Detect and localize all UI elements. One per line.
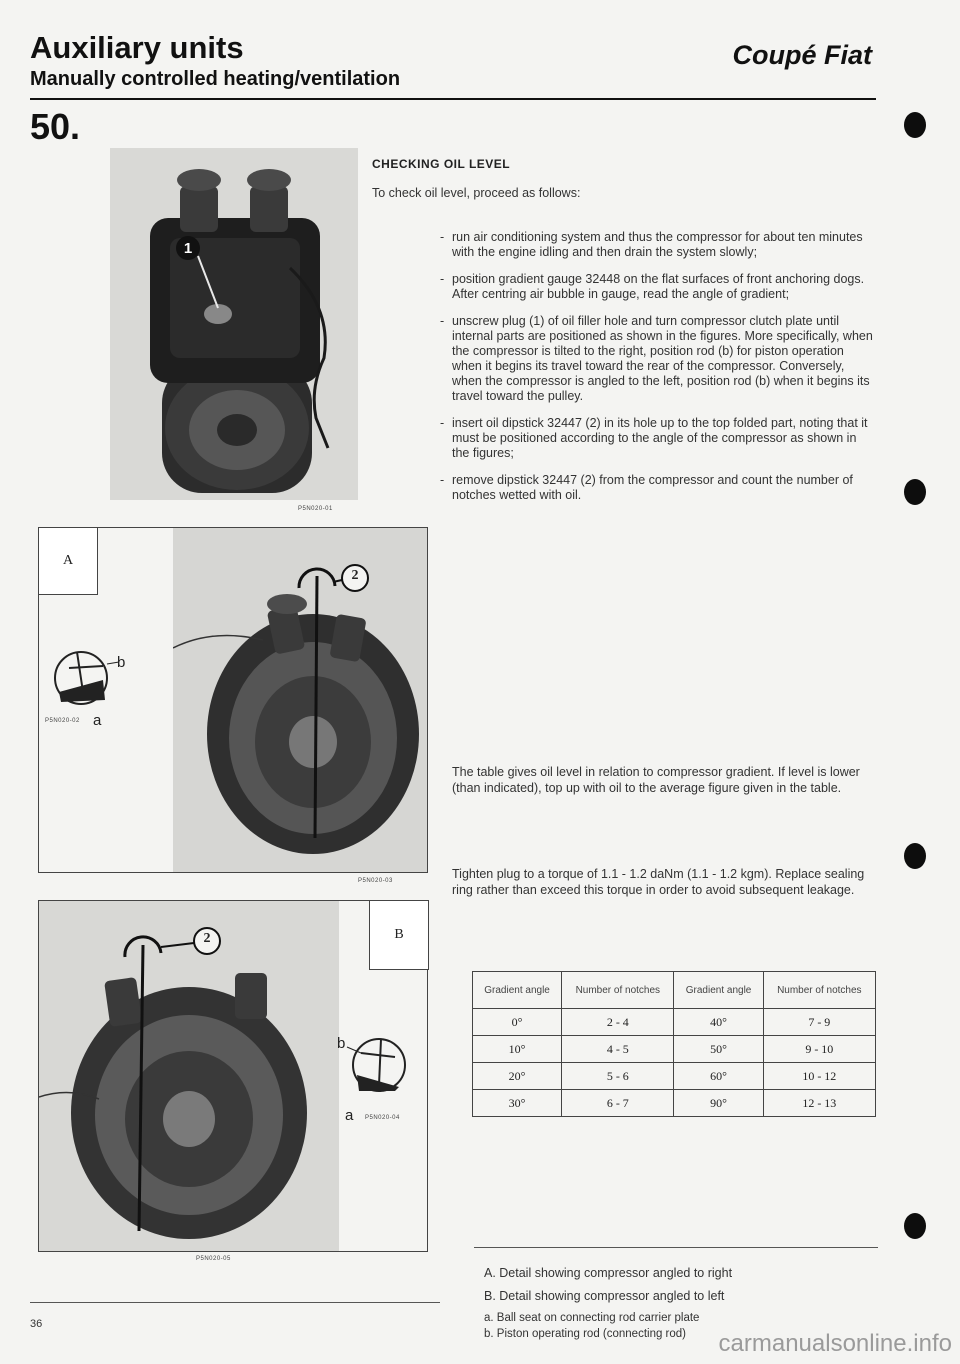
table-cell: 40°	[674, 1009, 763, 1036]
step-item: - position gradient gauge 32448 on the flat surfaces of front anchoring dogs. After centring air bubble in gauge, read the angle of gradient;	[452, 272, 876, 302]
table-cell: 60°	[674, 1063, 763, 1090]
figure-b-frame	[38, 900, 428, 1252]
col-header: Gradient angle	[674, 972, 763, 1009]
table-cell: 20°	[473, 1063, 562, 1090]
figure-a-frame	[38, 527, 428, 873]
table-description: The table gives oil level in relation to compressor gradient. If level is lower (than indicated), top up with oil to the average figure given in the table.	[452, 765, 860, 795]
table-header-row	[473, 972, 876, 1009]
binder-dot	[904, 112, 926, 138]
table-row	[473, 1009, 876, 1036]
figure-a-photo	[173, 528, 427, 872]
figure-a-label-a: a	[93, 712, 102, 729]
figure-a-letter: A	[38, 527, 98, 595]
table-cell: 90°	[674, 1090, 763, 1117]
section-heading: CHECKING OIL LEVEL	[372, 157, 511, 171]
table-cell: 10°	[473, 1036, 562, 1063]
figure-b-photo	[39, 901, 339, 1251]
figure-a-label-b: b	[117, 654, 126, 671]
figure-b-small-ref: P5N020-04	[365, 1115, 400, 1121]
step-item: - remove dipstick 32447 (2) from the compressor and count the number of notches wetted with oil.	[452, 473, 876, 503]
callout-2: 2	[351, 568, 359, 583]
procedure-steps	[452, 230, 876, 515]
figure-a-reference: P5N020-03	[358, 878, 393, 884]
torque-note: Tighten plug to a torque of 1.1 - 1.2 daNm (1.1 - 1.2 kgm). Replace sealing ring rather than exceed this torque in order to avoid subsequent leakage.	[452, 867, 865, 897]
legend-a-upper: A. Detail showing compressor angled to right	[484, 1266, 733, 1280]
step-item: - unscrew plug (1) of oil filler hole and turn compressor clutch plate until internal parts are positioned as shown in the figures. More specifically, when the compressor is tilted to the right, position rod (b) for piston operation when it begins its travel toward the rear of the compressor. Conversely, when the compressor is angled to the left, position rod (b) when it begins its travel toward the pulley.	[452, 314, 876, 404]
step-item: - run air conditioning system and thus the compressor for about ten minutes with the engine idling and then drain the system slowly;	[452, 230, 876, 260]
table-row	[473, 1036, 876, 1063]
compressor-photo	[110, 148, 358, 500]
binder-dot	[904, 479, 926, 505]
header-rule	[30, 98, 876, 100]
col-header: Number of notches	[763, 972, 875, 1009]
table-cell: 12 - 13	[763, 1090, 875, 1117]
intro-text: To check oil level, proceed as follows:	[372, 186, 581, 200]
table-cell: 4 - 5	[562, 1036, 674, 1063]
callout-1: 1	[176, 236, 200, 260]
legend-b-lower: b. Piston operating rod (connecting rod)	[484, 1328, 687, 1340]
section-title: Auxiliary units	[30, 30, 244, 65]
table-cell: 9 - 10	[763, 1036, 875, 1063]
figure-b-label-a: a	[345, 1107, 354, 1124]
col-header: Gradient angle	[473, 972, 562, 1009]
col-header: Number of notches	[562, 972, 674, 1009]
watermark: carmanualsonline.info	[718, 1330, 952, 1357]
table-cell: 5 - 6	[562, 1063, 674, 1090]
table-cell: 7 - 9	[763, 1009, 875, 1036]
figure-b-letter: B	[369, 900, 429, 970]
callout-2: 2	[203, 931, 211, 946]
table-cell: 0°	[473, 1009, 562, 1036]
page-number: 50.	[30, 106, 81, 147]
legend-a-lower: a. Ball seat on connecting rod carrier plate	[484, 1312, 700, 1324]
figure-reference: P5N020-01	[298, 506, 333, 512]
figure-a-small-ref: P5N020-02	[45, 718, 80, 724]
figure-b-inset-diagram	[339, 1029, 419, 1099]
section-subtitle: Manually controlled heating/ventilation	[30, 68, 401, 90]
step-item: - insert oil dipstick 32447 (2) in its hole up to the top folded part, noting that it must be positioned according to the angle of the compressor as shown in the figures;	[452, 416, 876, 461]
page-folio: 36	[30, 1318, 43, 1330]
figure-b-label-b: b	[337, 1035, 346, 1052]
table-cell: 10 - 12	[763, 1063, 875, 1090]
oil-level-table	[472, 971, 876, 1117]
figure-a-inset-diagram	[47, 640, 127, 710]
table-row	[473, 1063, 876, 1090]
table-row	[473, 1090, 876, 1117]
legend-b-upper: B. Detail showing compressor angled to left	[484, 1289, 725, 1303]
table-cell: 6 - 7	[562, 1090, 674, 1117]
table-cell: 2 - 4	[562, 1009, 674, 1036]
table-cell: 50°	[674, 1036, 763, 1063]
footer-rule	[30, 1302, 440, 1303]
caption-rule	[474, 1247, 878, 1248]
binder-dot	[904, 1213, 926, 1239]
binder-dot	[904, 843, 926, 869]
figure-b-reference: P5N020-05	[196, 1256, 231, 1262]
table-cell: 30°	[473, 1090, 562, 1117]
brand-title: Coupé Fiat	[732, 40, 872, 70]
